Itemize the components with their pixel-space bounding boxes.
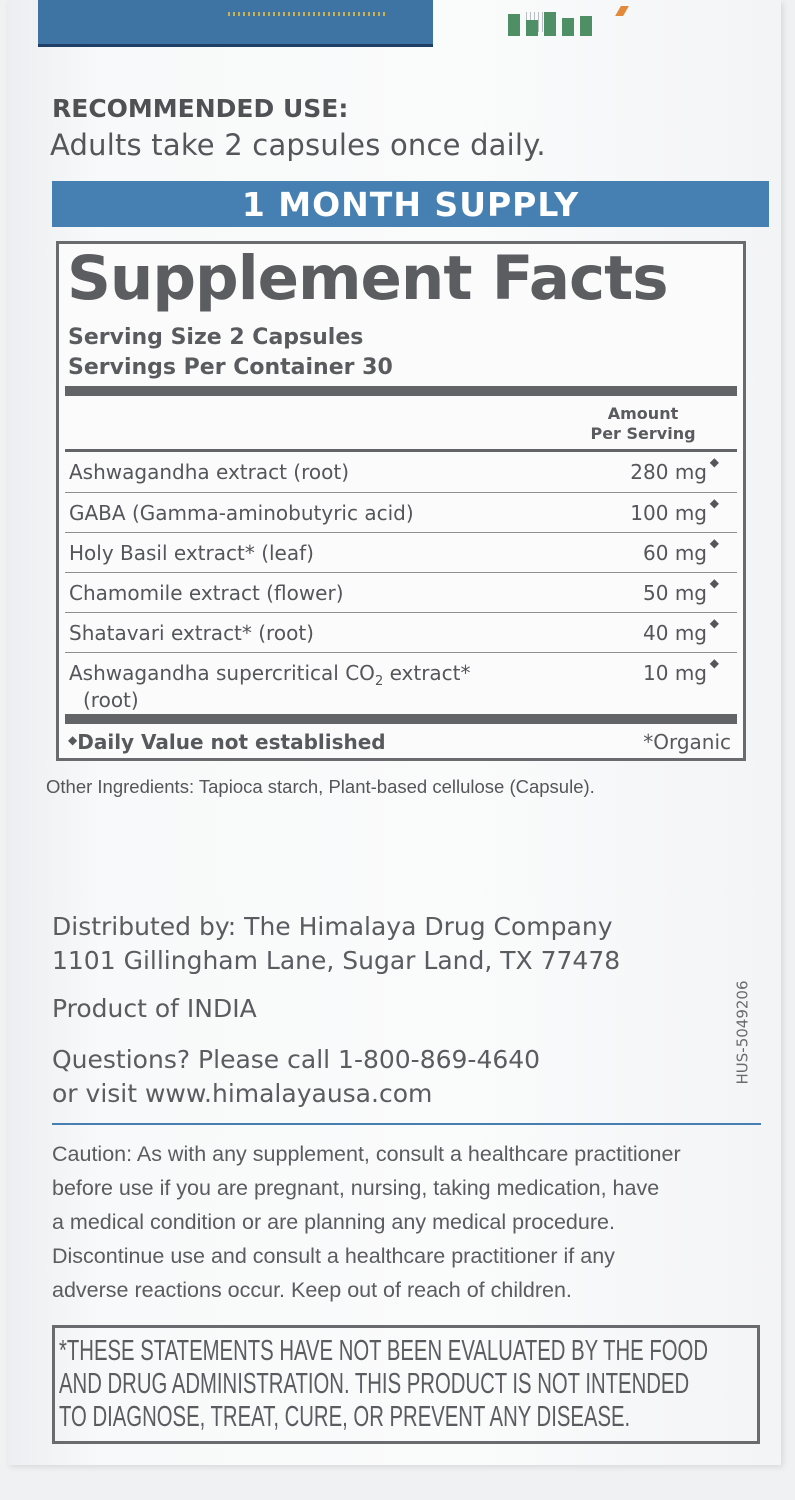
diamond-mark: ◆ bbox=[709, 576, 719, 590]
fda-disclaimer-line: TO DIAGNOSE, TREAT, CURE, OR PREVENT ANY DISEASE. bbox=[59, 1401, 631, 1433]
recommended-use-heading: RECOMMENDED USE: bbox=[52, 94, 349, 123]
contact-info bbox=[52, 1043, 540, 1111]
ingredient-row bbox=[65, 653, 737, 719]
caution-line: Caution: As with any supplement, consult a healthcare practitioner bbox=[52, 1142, 681, 1166]
distributor-line2: 1101 Gillingham Lane, Sugar Land, TX 77478 bbox=[52, 946, 621, 975]
ingredient-name: Shatavari extract* (root) bbox=[69, 621, 314, 645]
contact-phone: Questions? Please call 1-800-869-4640 bbox=[52, 1045, 541, 1074]
daily-value-footnote-text: Daily Value not established bbox=[77, 730, 386, 754]
caution-line: before use if you are pregnant, nursing, taking medication, have bbox=[52, 1176, 660, 1200]
caution-line: Discontinue use and consult a healthcare practitioner if any bbox=[52, 1244, 615, 1268]
ingredient-amount: 60 mg bbox=[643, 541, 707, 565]
ingredient-table bbox=[65, 452, 737, 719]
ingredient-amount: 280 mg bbox=[630, 460, 707, 484]
serving-info bbox=[68, 323, 393, 383]
amount-per-serving-header bbox=[573, 404, 713, 444]
ingredient-name-line2: (root) bbox=[83, 688, 139, 712]
fda-disclaimer-line: AND DRUG ADMINISTRATION. THIS PRODUCT IS NOT INTENDED bbox=[59, 1368, 690, 1400]
servings-per-container: Servings Per Container 30 bbox=[68, 355, 393, 380]
fda-disclaimer-text bbox=[59, 1335, 759, 1434]
supplement-facts-panel bbox=[56, 241, 746, 761]
diamond-mark: ◆ bbox=[709, 656, 719, 670]
ingredient-name-part: extract* bbox=[383, 661, 471, 685]
ingredient-name: Chamomile extract (flower) bbox=[69, 581, 344, 605]
contact-website: or visit www.himalayausa.com bbox=[52, 1079, 433, 1108]
supplement-facts-title: Supplement Facts bbox=[67, 243, 668, 314]
distributor-line1: Distributed by: The Himalaya Drug Company bbox=[52, 912, 613, 941]
sku-code-text: HUS-5049206 bbox=[733, 980, 752, 1084]
section-divider bbox=[52, 1123, 761, 1125]
distributor-info bbox=[52, 910, 620, 978]
country-of-origin: Product of INDIA bbox=[52, 994, 257, 1023]
ingredient-amount: 40 mg bbox=[643, 621, 707, 645]
ingredient-row bbox=[65, 573, 737, 613]
ingredient-row bbox=[65, 613, 737, 653]
brand-logo-fragment bbox=[508, 8, 628, 36]
top-packaging-art bbox=[38, 0, 758, 46]
supply-band-label: 1 MONTH SUPPLY bbox=[241, 184, 580, 224]
diamond-mark: ◆ bbox=[68, 733, 78, 747]
amount-header-line1: Amount bbox=[607, 404, 679, 423]
ingredient-name-part: Ashwagandha supercritical CO bbox=[69, 661, 375, 685]
diamond-mark: ◆ bbox=[709, 616, 719, 630]
diamond-mark: ◆ bbox=[709, 455, 719, 469]
top-brand-band bbox=[38, 0, 433, 47]
caution-text bbox=[52, 1137, 767, 1307]
ingredient-amount: 10 mg bbox=[643, 661, 707, 685]
amount-header-line2: Per Serving bbox=[590, 424, 696, 443]
supply-band bbox=[52, 181, 769, 227]
diamond-mark: ◆ bbox=[709, 536, 719, 550]
ingredient-name: GABA (Gamma-aminobutyric acid) bbox=[69, 501, 414, 525]
decorative-dots bbox=[228, 12, 388, 16]
fda-disclaimer-line: *THESE STATEMENTS HAVE NOT BEEN EVALUATED BY THE FOOD bbox=[59, 1335, 708, 1367]
daily-value-footnote bbox=[68, 729, 386, 755]
recommended-use-text: Adults take 2 capsules once daily. bbox=[50, 128, 546, 162]
ingredient-name: Holy Basil extract* (leaf) bbox=[69, 541, 314, 565]
ingredient-name-subscript: 2 bbox=[374, 674, 384, 689]
fda-disclaimer-box bbox=[52, 1325, 760, 1444]
caution-line: a medical condition or are planning any medical procedure. bbox=[52, 1210, 615, 1234]
sku-code bbox=[733, 968, 753, 1096]
ingredient-amount: 100 mg bbox=[630, 501, 707, 525]
other-ingredients: Other Ingredients: Tapioca starch, Plant-based cellulose (Capsule). bbox=[46, 776, 595, 797]
caution-line: adverse reactions occur. Keep out of reach of children. bbox=[52, 1278, 572, 1302]
ingredient-name: Ashwagandha extract (root) bbox=[69, 460, 350, 484]
serving-size: Serving Size 2 Capsules bbox=[68, 325, 364, 350]
ingredient-row bbox=[65, 452, 737, 493]
ingredient-amount: 50 mg bbox=[643, 581, 707, 605]
diamond-mark: ◆ bbox=[709, 496, 719, 510]
organic-footnote: *Organic bbox=[643, 730, 731, 754]
thick-divider bbox=[65, 386, 737, 396]
ingredient-row bbox=[65, 533, 737, 573]
ingredient-row bbox=[65, 493, 737, 533]
bottom-thick-divider bbox=[65, 714, 737, 724]
